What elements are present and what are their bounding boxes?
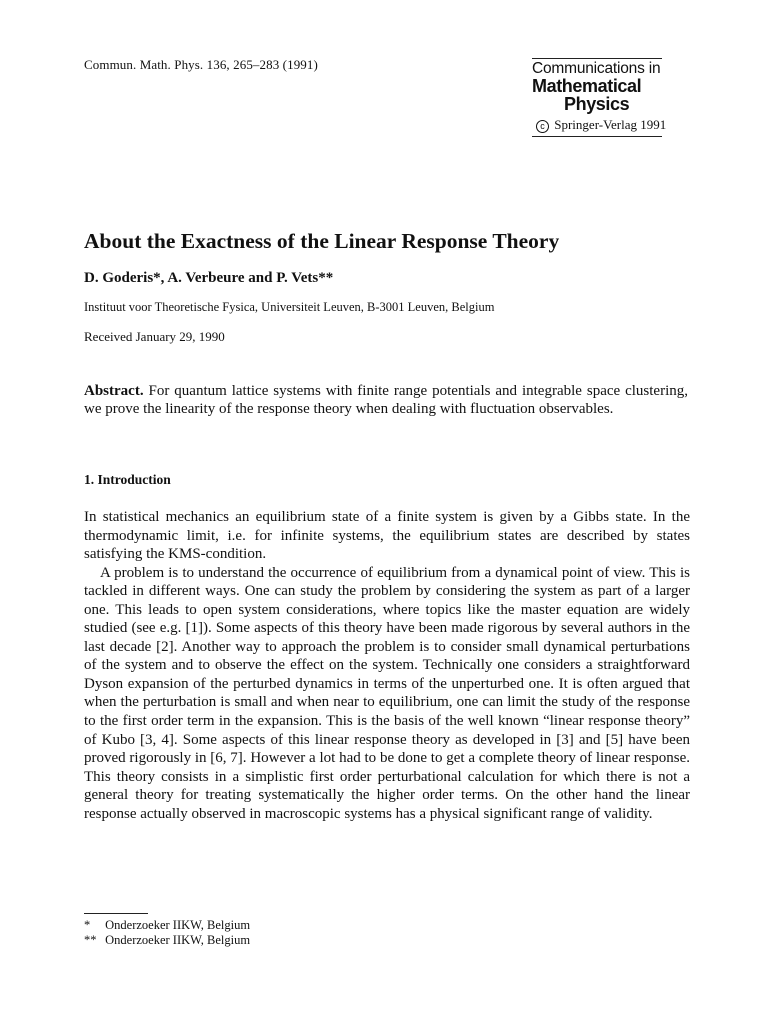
journal-name-line1: Communications in xyxy=(532,60,661,77)
body-paragraph: In statistical mechanics an equilibrium state of a finite system is given by a Gibbs state. In the thermodynamic limit, i.e. for infinite systems, the equilibrium states are described by states satisfying the KMS-condition. xyxy=(84,509,690,563)
footnote-mark: * xyxy=(84,918,91,932)
copyright-icon: c xyxy=(536,120,549,133)
abstract xyxy=(84,382,688,418)
footnote-text: Onderzoeker IIKW, Belgium xyxy=(105,918,251,932)
journal-masthead xyxy=(532,58,667,137)
copyright-text: Springer-Verlag 1991 xyxy=(554,117,667,132)
author-affiliation: Instituut voor Theoretische Fysica, Universiteit Leuven, B-3001 Leuven, Belgium xyxy=(84,300,495,314)
article-title: About the Exactness of the Linear Response Theory xyxy=(84,229,560,253)
received-date: Received January 29, 1990 xyxy=(84,329,225,344)
footnote-rule xyxy=(84,913,148,914)
section-heading: 1. Introduction xyxy=(84,472,171,487)
masthead-top-rule xyxy=(532,58,662,59)
section-body xyxy=(84,508,690,823)
article-authors: D. Goderis*, A. Verbeure and P. Vets** xyxy=(84,270,334,286)
journal-citation: Commun. Math. Phys. 136, 265–283 (1991) xyxy=(84,57,318,72)
footnote xyxy=(84,918,250,933)
journal-name-line2: Mathematical xyxy=(532,76,642,96)
journal-name-line3: Physics xyxy=(564,94,630,114)
body-paragraph: A problem is to understand the occurrence of equilibrium from a dynamical point of view. This is tackled in different ways. One can study the problem by considering the system as part of a larger one. This leads to open system considerations, where topics like the master equation are widely studied (see e.g. [1]). Some aspects of this theory have been made rigorous by several authors in the last decade [2]. Another way to approach the problem is to consider small dynamical perturbations of the system and to observe the effect on the system. Technically one considers a straightforward Dyson expansion of the perturbed dynamics in terms of the unperturbed one. It is often argued that when the perturbation is small and when near to equilibrium, one can limit the study of the response to the first order term in the expansion. This is the basis of the well known “linear response theory” of Kubo [3, 4]. Some aspects of this linear response theory as developed in [3] and [5] have been proved rigorously in [6, 7]. However a lot had to be done to get a complete theory of linear response. This theory consists in a simplistic first order perturbational calculation for which there is not a general theory for treating systematically the higher order terms. On the other hand the linear response actually observed in macroscopic systems has a physical significant range of validity. xyxy=(84,564,690,822)
masthead-bottom-rule xyxy=(532,136,662,137)
footnotes xyxy=(84,918,250,948)
abstract-label: Abstract. xyxy=(84,383,144,399)
footnote xyxy=(84,933,250,948)
abstract-text: For quantum lattice systems with finite range potentials and integrable space clustering, we prove the linearity of the response theory when dealing with fluctuation observables. xyxy=(84,383,689,417)
footnote-text: Onderzoeker IIKW, Belgium xyxy=(105,933,251,947)
copyright-notice xyxy=(532,117,667,133)
footnote-mark: ** xyxy=(84,933,97,947)
